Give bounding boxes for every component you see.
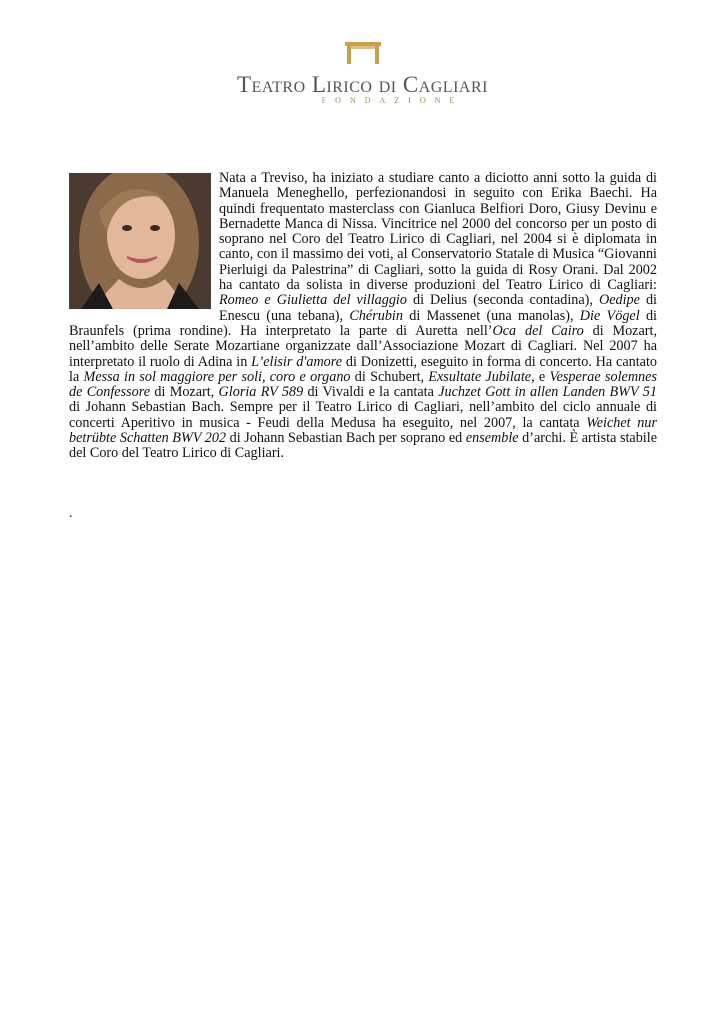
logo-title: Teatro Lirico di Cagliari — [237, 72, 488, 97]
work-title: Exsultate Jubilate — [428, 368, 532, 385]
bio-text: di Vivaldi e la cantata — [303, 384, 439, 401]
work-title: Messa in sol maggiore per soli, coro e organo — [83, 368, 351, 385]
bio-text: di Johann Sebastian Bach per soprano ed — [226, 430, 466, 447]
bio-text: Nata a Treviso, ha iniziato a studiare canto a diciotto anni sotto la guida di Manuela Meneghello, perfezionandosi in seguito con Erika Baechi. Ha quindi frequentato masterclass con Gianluca Belfiori Doro, Giusy Devinu e Bernadette Manca di Nissa. Vincitrice nel 2000 del concorso per un posto di soprano nel Coro del Teatro Lirico di Cagliari, nel 2004 si è diplomata in canto, con il massimo dei voti, al Conservatorio Statale di Musica “Giovanni Pierluigi da Palestrina” di Cagliari, sotto la guida di Rosy Orani. Dal 2002 ha cantato da solista in diverse produzioni del Teatro Lirico di Cagliari: — [219, 170, 657, 294]
work-title: Gloria RV 589 — [218, 384, 304, 401]
bio-text: di Mozart, nell’ambito delle Serate Mozartiane organizzate dall’Associazione Mozart di Cagliari. Nel 2007 ha interpretato il ruolo di Adina in — [69, 322, 657, 370]
bio-text: di Mozart, — [150, 384, 219, 401]
bio-text: di Braunfels (prima rondine). Ha interpretato la parte di Auretta nell’ — [69, 307, 657, 339]
work-title: L’elisir d'amore — [251, 353, 343, 370]
bio-text: di Delius (seconda contadina), — [406, 292, 599, 309]
work-title: Romeo e Giulietta del villaggio — [219, 292, 407, 309]
bio-text: , e — [531, 368, 550, 385]
work-title: Weichet nur betrübte Schatten BWV 202 — [69, 414, 657, 447]
portrait-photo — [69, 173, 211, 309]
work-title: Vesperae solemnes de Confessore — [69, 368, 657, 401]
bio-text: di Schubert, — [350, 368, 429, 385]
work-title: Oca del Cairo — [492, 322, 584, 339]
work-title: Die Vögel — [579, 307, 640, 324]
header — [0, 40, 725, 105]
biography — [69, 171, 657, 462]
logo-subtitle: FONDAZIONE — [321, 96, 464, 105]
theatre-logo-icon — [343, 40, 383, 66]
bio-text: di Donizetti, eseguito in forma di concerto. Ha cantato la — [69, 353, 657, 385]
work-title: Chérubin — [349, 307, 403, 324]
work-title: Oedipe — [598, 292, 640, 309]
work-title: ensemble — [465, 430, 519, 447]
bio-text: di Massenet (una manolas), — [402, 307, 580, 324]
work-title: Juchzet Gott in allen Landen BWV 51 — [438, 384, 657, 401]
bio-text: di Johann Sebastian Bach. Sempre per il Teatro Lirico di Cagliari, nell’ambito del ciclo annuale di concerti Aperitivo in musica - Feudi della Medusa ha eseguito, nel 2007, la cantata — [69, 399, 657, 431]
bio-text: d’archi. È artista stabile del Coro del Teatro Lirico di Cagliari. — [69, 430, 657, 462]
bio-text: di Enescu (una tebana), — [219, 292, 658, 324]
trailing-mark: . — [69, 506, 73, 521]
